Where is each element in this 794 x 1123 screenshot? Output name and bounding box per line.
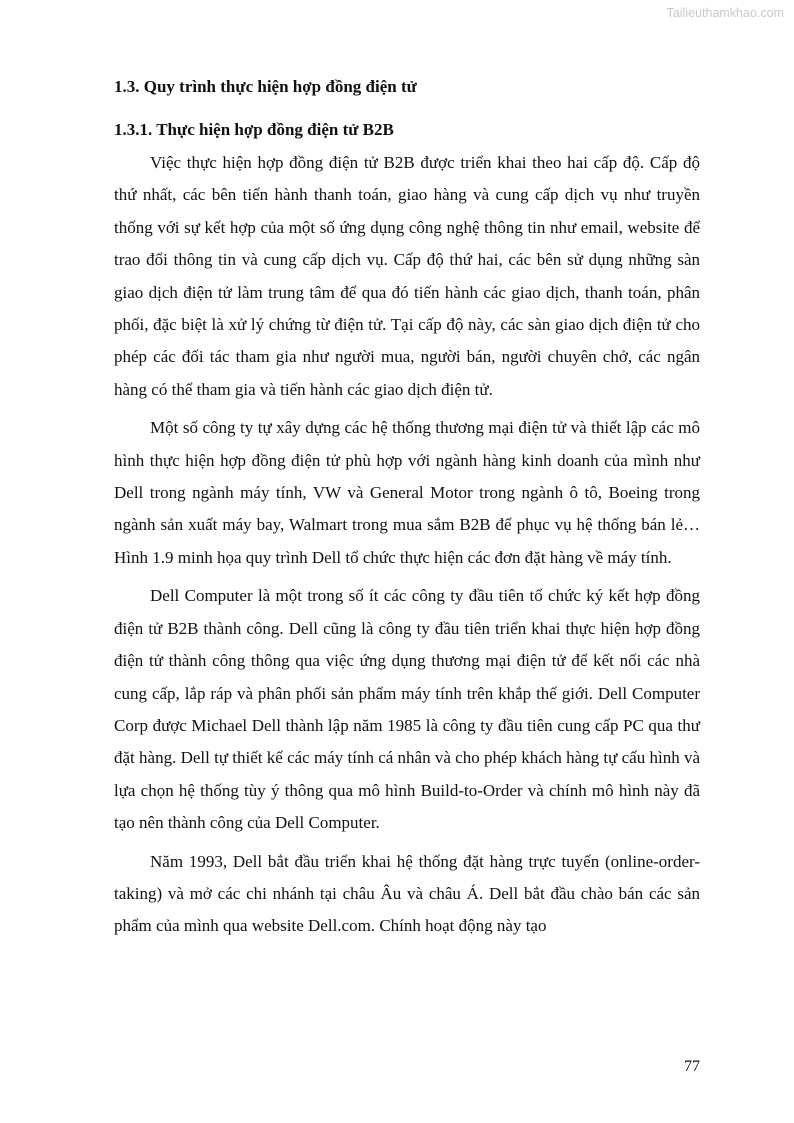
page-content	[114, 73, 700, 949]
section-heading: 1.3. Quy trình thực hiện hợp đồng điện tử	[114, 77, 417, 96]
paragraph-4: Năm 1993, Dell bắt đầu triển khai hệ thống đặt hàng trực tuyến (online-order-taking) và mở các chi nhánh tại châu Âu và châu Á. Dell bắt đầu chào bán các sản phẩm của mình qua website Dell.com. Chính hoạt động này tạo	[114, 851, 700, 936]
paragraph-3: Dell Computer là một trong số ít các công ty đầu tiên tổ chức ký kết hợp đồng điện tử B2B thành công. Dell cũng là công ty đầu tiên triển khai thực hiện hợp đồng điện tử thành công thông qua việc ứng dụng thương mại điện tử để kết nối các nhà cung cấp, lắp ráp và phân phối sản phẩm máy tính trên khắp thế giới. Dell Computer Corp được Michael Dell thành lập năm 1985 là công ty đầu tiên cung cấp PC qua thư đặt hàng. Dell tự thiết kế các máy tính cá nhân và cho phép khách hàng tự cấu hình và lựa chọn hệ thống tùy ý thông qua mô hình Build-to-Order và chính mô hình này đã tạo nên thành công của Dell Computer.	[114, 586, 700, 833]
paragraph-2: Một số công ty tự xây dựng các hệ thống thương mại điện tử và thiết lập các mô hình thực hiện hợp đồng điện tử phù hợp với ngành hàng kinh doanh của mình như Dell trong ngành máy tính, VW và General Motor trong ngành ô tô, Boeing trong ngành sản xuất máy bay, Walmart trong mua sắm B2B để phục vụ hệ thống bán lẻ… Hình 1.9 minh họa quy trình Dell tổ chức thực hiện các đơn đặt hàng về máy tính.	[114, 418, 700, 567]
page-number: 77	[684, 1058, 700, 1075]
paragraph-1: Việc thực hiện hợp đồng điện tử B2B được triển khai theo hai cấp độ. Cấp độ thứ nhất, các bên tiến hành thanh toán, giao hàng và cung cấp dịch vụ như truyền thống với sự kết hợp của một số ứng dụng công nghệ thông tin như email, website để trao đổi thông tin và cung cấp dịch vụ. Cấp độ thứ hai, các bên sử dụng những sàn giao dịch điện tử làm trung tâm để qua đó tiến hành các giao dịch, thanh toán, phân phối, đặc biệt là xử lý chứng từ điện tử. Tại cấp độ này, các sàn giao dịch điện tử cho phép các đối tác tham gia như người mua, người bán, người chuyên chở, các ngân hàng có thể tham gia và tiến hành các giao dịch điện tử.	[114, 153, 700, 399]
watermark: Tailieuthamkhao.com	[666, 6, 784, 20]
subsection-heading: 1.3.1. Thực hiện hợp đồng điện tử B2B	[114, 120, 394, 139]
